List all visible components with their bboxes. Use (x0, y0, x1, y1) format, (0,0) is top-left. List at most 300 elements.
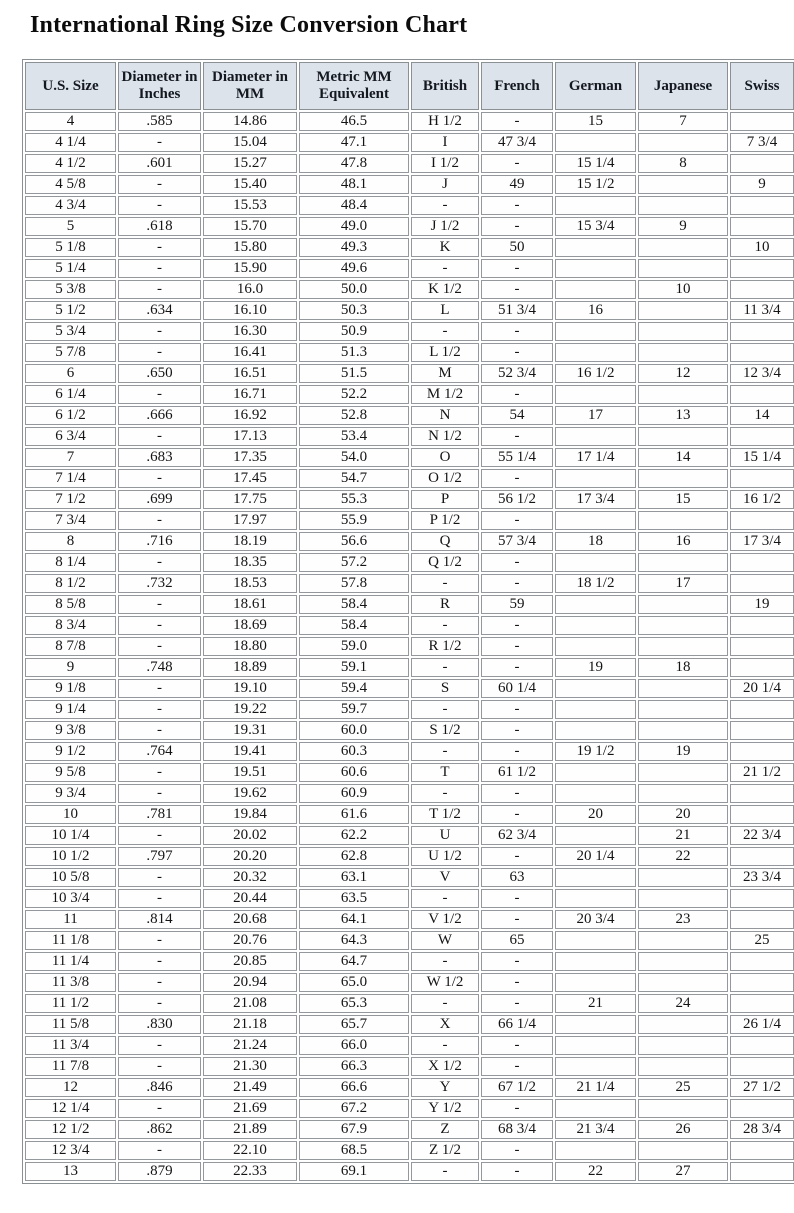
table-cell: 9 1/2 (25, 742, 116, 761)
table-cell: 8 (25, 532, 116, 551)
table-cell: - (118, 259, 201, 278)
table-cell (638, 1141, 728, 1160)
table-cell (730, 112, 794, 131)
table-cell: 7 3/4 (25, 511, 116, 530)
table-cell: 60.0 (299, 721, 409, 740)
table-cell (638, 259, 728, 278)
table-cell: 7 (638, 112, 728, 131)
table-cell: 18.35 (203, 553, 297, 572)
table-cell: 21.08 (203, 994, 297, 1013)
table-cell: 48.4 (299, 196, 409, 215)
table-cell: 20 3/4 (555, 910, 636, 929)
table-cell: 22 (555, 1162, 636, 1181)
page-title: International Ring Size Conversion Chart (30, 12, 468, 38)
table-cell: 17 3/4 (730, 532, 794, 551)
table-cell (638, 133, 728, 152)
table-cell: 66.6 (299, 1078, 409, 1097)
table-cell: 11 1/4 (25, 952, 116, 971)
table-cell: 14.86 (203, 112, 297, 131)
table-cell: 66 1/4 (481, 1015, 553, 1034)
table-cell (555, 1099, 636, 1118)
table-cell: 65.7 (299, 1015, 409, 1034)
table-cell: 8 5/8 (25, 595, 116, 614)
table-cell: - (481, 742, 553, 761)
table-cell (555, 196, 636, 215)
table-cell (555, 973, 636, 992)
table-cell: 19 (638, 742, 728, 761)
table-cell: N 1/2 (411, 427, 479, 446)
table-cell: - (481, 805, 553, 824)
column-header: German (555, 62, 636, 110)
table-cell: 17 (555, 406, 636, 425)
table-row (25, 280, 794, 299)
table-cell: 22 (638, 847, 728, 866)
table-cell: 14 (638, 448, 728, 467)
table-cell: 10 1/2 (25, 847, 116, 866)
table-cell: 16.30 (203, 322, 297, 341)
table-cell: 65.0 (299, 973, 409, 992)
table-cell: 16.0 (203, 280, 297, 299)
table-cell: - (118, 889, 201, 908)
table-cell: .764 (118, 742, 201, 761)
table-cell (730, 217, 794, 236)
table-cell: 62.2 (299, 826, 409, 845)
table-cell: I 1/2 (411, 154, 479, 173)
table-cell: 18.69 (203, 616, 297, 635)
table-cell: - (481, 217, 553, 236)
table-cell: X (411, 1015, 479, 1034)
table-cell: 46.5 (299, 112, 409, 131)
table-cell: 4 5/8 (25, 175, 116, 194)
table-cell: 9 1/8 (25, 679, 116, 698)
table-cell: - (118, 322, 201, 341)
table-row (25, 973, 794, 992)
table-cell: Q 1/2 (411, 553, 479, 572)
table-cell: 19 1/2 (555, 742, 636, 761)
table-cell: 9 1/4 (25, 700, 116, 719)
table-cell: - (411, 259, 479, 278)
table-cell (638, 1057, 728, 1076)
table-cell (638, 343, 728, 362)
table-cell (730, 385, 794, 404)
table-cell: S (411, 679, 479, 698)
table-cell: 61 1/2 (481, 763, 553, 782)
table-cell (730, 427, 794, 446)
table-row (25, 1162, 794, 1181)
table-row (25, 448, 794, 467)
table-cell: - (118, 175, 201, 194)
table-cell: O (411, 448, 479, 467)
table-cell: - (118, 826, 201, 845)
table-cell: 28 3/4 (730, 1120, 794, 1139)
table-row (25, 763, 794, 782)
table-row (25, 952, 794, 971)
table-row (25, 700, 794, 719)
table-cell: P (411, 490, 479, 509)
table-cell: 47 3/4 (481, 133, 553, 152)
table-cell: - (481, 658, 553, 677)
table-cell: Z 1/2 (411, 1141, 479, 1160)
table-cell (730, 637, 794, 656)
table-cell: 26 (638, 1120, 728, 1139)
table-cell: .846 (118, 1078, 201, 1097)
table-cell: 9 (730, 175, 794, 194)
table-cell: I (411, 133, 479, 152)
table-cell: - (118, 553, 201, 572)
table-cell: 58.4 (299, 595, 409, 614)
table-row (25, 469, 794, 488)
table-cell: L (411, 301, 479, 320)
table-cell: U (411, 826, 479, 845)
table-cell (638, 469, 728, 488)
table-cell: 17.35 (203, 448, 297, 467)
table-cell: 56.6 (299, 532, 409, 551)
table-cell: 17.13 (203, 427, 297, 446)
table-cell: 15 (555, 112, 636, 131)
table-cell: 64.3 (299, 931, 409, 950)
table-cell: 22.33 (203, 1162, 297, 1181)
table-cell: .879 (118, 1162, 201, 1181)
table-cell: .814 (118, 910, 201, 929)
table-cell (555, 343, 636, 362)
table-cell: 6 1/2 (25, 406, 116, 425)
table-cell: M 1/2 (411, 385, 479, 404)
table-cell: 61.6 (299, 805, 409, 824)
table-cell: 69.1 (299, 1162, 409, 1181)
table-cell: 9 (638, 217, 728, 236)
table-cell (555, 868, 636, 887)
table-cell (555, 784, 636, 803)
table-cell: .650 (118, 364, 201, 383)
table-cell (638, 1015, 728, 1034)
table-cell: - (118, 973, 201, 992)
table-cell: 21.30 (203, 1057, 297, 1076)
table-cell: .830 (118, 1015, 201, 1034)
column-header: Diameter in MM (203, 62, 297, 110)
table-cell (638, 889, 728, 908)
table-cell: 10 5/8 (25, 868, 116, 887)
table-cell: 59.7 (299, 700, 409, 719)
table-cell: 67 1/2 (481, 1078, 553, 1097)
table-cell (638, 973, 728, 992)
table-cell (730, 616, 794, 635)
table-cell: 17.75 (203, 490, 297, 509)
table-cell (730, 889, 794, 908)
table-row (25, 238, 794, 257)
table-cell: 63.5 (299, 889, 409, 908)
table-row (25, 406, 794, 425)
column-header: British (411, 62, 479, 110)
table-cell: 15 (638, 490, 728, 509)
table-row (25, 742, 794, 761)
table-cell: V (411, 868, 479, 887)
table-cell (638, 616, 728, 635)
table-cell (555, 133, 636, 152)
table-cell: - (411, 658, 479, 677)
table-cell: - (481, 343, 553, 362)
table-cell: 60.6 (299, 763, 409, 782)
table-cell: 11 5/8 (25, 1015, 116, 1034)
table-cell: 5 7/8 (25, 343, 116, 362)
table-row (25, 259, 794, 278)
table-row (25, 910, 794, 929)
table-cell: 19.31 (203, 721, 297, 740)
table-cell: 20.32 (203, 868, 297, 887)
table-cell: 11 (25, 910, 116, 929)
table-cell: 51 3/4 (481, 301, 553, 320)
table-cell: 20 1/4 (730, 679, 794, 698)
table-cell: 7 (25, 448, 116, 467)
table-cell: 8 1/4 (25, 553, 116, 572)
table-cell: .748 (118, 658, 201, 677)
table-row (25, 847, 794, 866)
table-cell (730, 280, 794, 299)
table-cell: 4 3/4 (25, 196, 116, 215)
table-row (25, 1078, 794, 1097)
table-cell: U 1/2 (411, 847, 479, 866)
table-cell: 12 (25, 1078, 116, 1097)
table-cell: 7 3/4 (730, 133, 794, 152)
table-cell: .634 (118, 301, 201, 320)
table-cell: 19 (555, 658, 636, 677)
table-cell (730, 1036, 794, 1055)
table-cell: 48.1 (299, 175, 409, 194)
table-cell: - (118, 721, 201, 740)
table-cell: - (481, 385, 553, 404)
table-row (25, 805, 794, 824)
table-cell: H 1/2 (411, 112, 479, 131)
table-row (25, 658, 794, 677)
table-cell (555, 1015, 636, 1034)
table-cell: - (481, 322, 553, 341)
table-cell: 9 (25, 658, 116, 677)
table-cell: - (481, 910, 553, 929)
table-cell: 18 1/2 (555, 574, 636, 593)
table-cell: 10 1/4 (25, 826, 116, 845)
ring-size-conversion-table (22, 59, 794, 1184)
table-cell: 18.53 (203, 574, 297, 593)
table-cell: 20 (638, 805, 728, 824)
table-cell (638, 868, 728, 887)
table-cell: 11 3/4 (25, 1036, 116, 1055)
table-cell: 59 (481, 595, 553, 614)
table-cell: 16.71 (203, 385, 297, 404)
table-cell: 20.85 (203, 952, 297, 971)
table-cell (730, 847, 794, 866)
table-row (25, 826, 794, 845)
table-cell: 54 (481, 406, 553, 425)
table-cell: 64.7 (299, 952, 409, 971)
table-cell (730, 553, 794, 572)
table-cell: 8 3/4 (25, 616, 116, 635)
table-cell: 63 (481, 868, 553, 887)
table-cell (555, 553, 636, 572)
table-cell: 8 7/8 (25, 637, 116, 656)
table-cell: Q (411, 532, 479, 551)
table-cell: 17 1/4 (555, 448, 636, 467)
table-cell: - (481, 889, 553, 908)
column-header: U.S. Size (25, 62, 116, 110)
table-cell: T (411, 763, 479, 782)
table-cell (638, 238, 728, 257)
table-cell: 17.45 (203, 469, 297, 488)
table-cell: - (118, 700, 201, 719)
table-cell: 20.94 (203, 973, 297, 992)
table-cell: 60.3 (299, 742, 409, 761)
table-cell: - (411, 574, 479, 593)
table-cell: J 1/2 (411, 217, 479, 236)
table-row (25, 364, 794, 383)
table-row (25, 574, 794, 593)
table-cell (555, 1141, 636, 1160)
table-header-row (25, 62, 794, 110)
table-cell (730, 994, 794, 1013)
table-cell: K (411, 238, 479, 257)
table-cell: 16 (638, 532, 728, 551)
table-cell: - (118, 196, 201, 215)
table-cell: 56 1/2 (481, 490, 553, 509)
table-cell: - (481, 847, 553, 866)
table-cell: 49.0 (299, 217, 409, 236)
column-header: Swiss (730, 62, 794, 110)
table-cell: Y 1/2 (411, 1099, 479, 1118)
table-cell: 64.1 (299, 910, 409, 929)
table-cell: 20.02 (203, 826, 297, 845)
table-row (25, 1141, 794, 1160)
table-cell: 20.76 (203, 931, 297, 950)
table-cell: - (118, 1141, 201, 1160)
table-cell: - (411, 1036, 479, 1055)
table-cell: - (481, 574, 553, 593)
table-cell: - (118, 511, 201, 530)
table-cell (555, 238, 636, 257)
table-cell: 17.97 (203, 511, 297, 530)
table-cell: - (118, 1057, 201, 1076)
table-cell: .862 (118, 1120, 201, 1139)
table-cell (555, 721, 636, 740)
table-cell: 7 1/4 (25, 469, 116, 488)
table-cell: 26 1/4 (730, 1015, 794, 1034)
table-cell: 11 3/4 (730, 301, 794, 320)
table-cell: 12 1/4 (25, 1099, 116, 1118)
table-row (25, 1120, 794, 1139)
table-cell: 19.41 (203, 742, 297, 761)
table-row (25, 994, 794, 1013)
table-cell (555, 511, 636, 530)
table-cell: .618 (118, 217, 201, 236)
table-cell: 5 (25, 217, 116, 236)
table-cell (555, 952, 636, 971)
table-cell: 55.3 (299, 490, 409, 509)
table-cell: 18 (555, 532, 636, 551)
table-cell: 15.27 (203, 154, 297, 173)
table-cell (638, 784, 728, 803)
table-cell (730, 784, 794, 803)
table-cell: - (411, 1162, 479, 1181)
table-cell: .732 (118, 574, 201, 593)
table-cell: 18.61 (203, 595, 297, 614)
table-cell: 5 3/8 (25, 280, 116, 299)
table-cell (730, 1057, 794, 1076)
table-cell (555, 931, 636, 950)
table-cell: 15 1/2 (555, 175, 636, 194)
table-row (25, 154, 794, 173)
table-row (25, 175, 794, 194)
table-cell: - (481, 259, 553, 278)
table-cell: - (118, 616, 201, 635)
table-cell: 22.10 (203, 1141, 297, 1160)
table-cell (638, 1099, 728, 1118)
table-cell: - (411, 994, 479, 1013)
table-cell: 10 (730, 238, 794, 257)
table-cell: - (118, 469, 201, 488)
table-row (25, 868, 794, 887)
table-cell: - (118, 1036, 201, 1055)
table-cell: 21.69 (203, 1099, 297, 1118)
table-cell: 15 1/4 (730, 448, 794, 467)
table-row (25, 784, 794, 803)
table-cell (730, 322, 794, 341)
table-cell: 60.9 (299, 784, 409, 803)
table-cell: 62.8 (299, 847, 409, 866)
table-cell: 57.2 (299, 553, 409, 572)
table-cell (638, 952, 728, 971)
table-cell: 11 1/2 (25, 994, 116, 1013)
table-cell: L 1/2 (411, 343, 479, 362)
column-header: French (481, 62, 553, 110)
table-cell: J (411, 175, 479, 194)
table-cell: 6 3/4 (25, 427, 116, 446)
table-cell: O 1/2 (411, 469, 479, 488)
table-cell: 18.19 (203, 532, 297, 551)
table-row (25, 532, 794, 551)
table-cell (555, 1036, 636, 1055)
table-cell: - (411, 742, 479, 761)
table-cell: 9 3/8 (25, 721, 116, 740)
table-cell: 49.6 (299, 259, 409, 278)
table-cell: 13 (25, 1162, 116, 1181)
table-cell: 11 3/8 (25, 973, 116, 992)
table-cell: 16 1/2 (555, 364, 636, 383)
table-cell: - (481, 1099, 553, 1118)
table-cell: 5 1/2 (25, 301, 116, 320)
table-cell: 25 (730, 931, 794, 950)
table-cell: 15.53 (203, 196, 297, 215)
table-cell: 20.68 (203, 910, 297, 929)
table-cell: 14 (730, 406, 794, 425)
table-cell: T 1/2 (411, 805, 479, 824)
table-cell: 8 (638, 154, 728, 173)
table-cell: - (118, 763, 201, 782)
table-cell: 21 (638, 826, 728, 845)
table-cell: - (118, 784, 201, 803)
table-cell: - (411, 952, 479, 971)
table-cell: 21.49 (203, 1078, 297, 1097)
table-cell (555, 1057, 636, 1076)
table-cell (638, 301, 728, 320)
table-cell: 5 3/4 (25, 322, 116, 341)
table-cell: - (118, 133, 201, 152)
table-cell (555, 259, 636, 278)
table-cell: 10 3/4 (25, 889, 116, 908)
table-cell: - (411, 322, 479, 341)
table-cell: - (118, 952, 201, 971)
table-cell: - (481, 1141, 553, 1160)
table-cell: 21 3/4 (555, 1120, 636, 1139)
table-cell: 59.4 (299, 679, 409, 698)
table-cell: 52 3/4 (481, 364, 553, 383)
table-cell: 21.18 (203, 1015, 297, 1034)
